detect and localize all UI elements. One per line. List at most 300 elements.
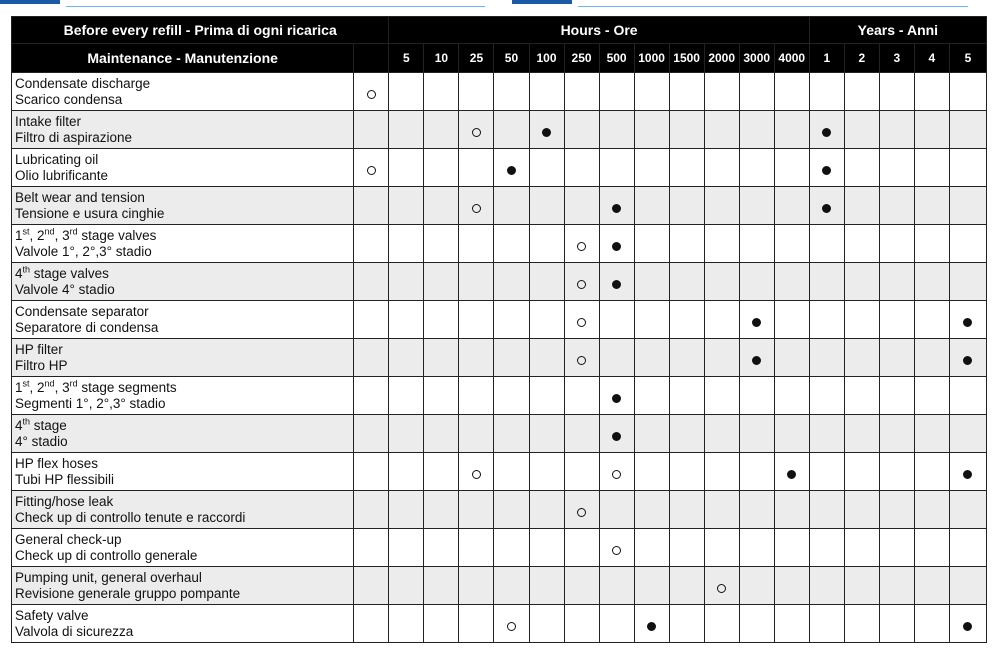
cell-y3 (879, 263, 914, 301)
cell-100 (529, 605, 564, 643)
cell-250 (564, 377, 599, 415)
cell-100 (529, 301, 564, 339)
cell-250 (564, 491, 599, 529)
cell-2000 (704, 491, 739, 529)
cell-y5 (949, 111, 986, 149)
row-label (12, 567, 354, 605)
cell-4000 (774, 225, 809, 263)
cell-50 (494, 605, 529, 643)
open-circle-icon (507, 622, 516, 631)
cell-y2 (844, 187, 879, 225)
table-row (12, 187, 987, 225)
cell-4000 (774, 263, 809, 301)
cell-y4 (914, 567, 949, 605)
cell-y2 (844, 149, 879, 187)
cell-y5 (949, 491, 986, 529)
interval-header-h500: 500 (599, 44, 634, 73)
label-text: stage valves (30, 265, 109, 281)
cell-refill (354, 301, 389, 339)
cell-1000 (634, 149, 669, 187)
cell-50 (494, 263, 529, 301)
cell-1500 (669, 567, 704, 605)
cell-50 (494, 111, 529, 149)
open-circle-icon (577, 356, 586, 365)
cell-100 (529, 187, 564, 225)
cell-3000 (739, 149, 774, 187)
cell-100 (529, 225, 564, 263)
cell-y4 (914, 225, 949, 263)
cell-y3 (879, 225, 914, 263)
cell-1500 (669, 149, 704, 187)
cell-250 (564, 263, 599, 301)
cell-3000 (739, 263, 774, 301)
cell-2000 (704, 339, 739, 377)
cell-y5 (949, 225, 986, 263)
cell-1500 (669, 605, 704, 643)
cell-10 (424, 567, 459, 605)
cell-y5 (949, 263, 986, 301)
row-label (12, 225, 354, 263)
cell-500 (599, 453, 634, 491)
cell-5 (389, 111, 424, 149)
cell-1500 (669, 301, 704, 339)
cell-2000 (704, 415, 739, 453)
cell-25 (459, 377, 494, 415)
cell-2000 (704, 149, 739, 187)
row-label (12, 529, 354, 567)
row-label-en (15, 380, 353, 396)
cell-5 (389, 301, 424, 339)
cell-y1 (809, 339, 844, 377)
label-text: , 3 (54, 227, 70, 243)
cell-2000 (704, 529, 739, 567)
cell-10 (424, 73, 459, 111)
row-label-en (15, 266, 353, 282)
row-label (12, 415, 354, 453)
open-circle-icon (472, 128, 481, 137)
cell-y5 (949, 339, 986, 377)
open-circle-icon (472, 204, 481, 213)
cell-100 (529, 491, 564, 529)
filled-circle-icon (612, 432, 621, 441)
open-circle-icon (367, 166, 376, 175)
interval-header-h2000: 2000 (704, 44, 739, 73)
cell-y4 (914, 149, 949, 187)
interval-header-h3000: 3000 (739, 44, 774, 73)
filled-circle-icon (822, 204, 831, 213)
cell-y1 (809, 225, 844, 263)
row-label (12, 187, 354, 225)
cell-y4 (914, 415, 949, 453)
cell-y5 (949, 301, 986, 339)
ordinal-suffix: nd (44, 378, 55, 388)
cell-y2 (844, 73, 879, 111)
table-row (12, 263, 987, 301)
cell-10 (424, 187, 459, 225)
open-circle-icon (367, 90, 376, 99)
cell-1000 (634, 415, 669, 453)
filled-circle-icon (612, 394, 621, 403)
cell-y3 (879, 339, 914, 377)
row-label-it: Valvola di sicurezza (15, 623, 134, 639)
interval-header-h250: 250 (564, 44, 599, 73)
cell-y1 (809, 187, 844, 225)
label-text: stage (30, 417, 67, 433)
row-label-it: Check up di controllo tenute e raccordi (15, 509, 246, 525)
cell-10 (424, 149, 459, 187)
cell-y5 (949, 377, 986, 415)
cell-250 (564, 567, 599, 605)
cell-5 (389, 491, 424, 529)
row-label-en: Condensate discharge (15, 75, 151, 91)
cell-100 (529, 529, 564, 567)
cell-5 (389, 263, 424, 301)
cell-3000 (739, 605, 774, 643)
cell-50 (494, 149, 529, 187)
cell-100 (529, 339, 564, 377)
cell-y1 (809, 567, 844, 605)
cell-5 (389, 339, 424, 377)
row-label-it: Filtro di aspirazione (15, 129, 133, 145)
cell-refill (354, 415, 389, 453)
cell-y1 (809, 453, 844, 491)
cell-25 (459, 73, 494, 111)
cell-1000 (634, 605, 669, 643)
before-refill-header: Before every refill - Prima di ogni ricarica (12, 17, 389, 44)
label-text: 1 (15, 227, 23, 243)
interval-header-h50: 50 (494, 44, 529, 73)
maintenance-rows (12, 73, 987, 643)
cell-25 (459, 187, 494, 225)
cell-3000 (739, 187, 774, 225)
cell-y1 (809, 377, 844, 415)
cell-100 (529, 111, 564, 149)
row-label-en: Intake filter (15, 113, 82, 129)
filled-circle-icon (822, 128, 831, 137)
interval-header-h4000: 4000 (774, 44, 809, 73)
row-label-it: Olio lubrificante (15, 167, 109, 183)
interval-header-y1: 1 (809, 44, 844, 73)
cell-refill (354, 605, 389, 643)
cell-3000 (739, 339, 774, 377)
cell-1500 (669, 491, 704, 529)
cell-250 (564, 529, 599, 567)
filled-circle-icon (963, 356, 972, 365)
cell-5 (389, 187, 424, 225)
row-label-it: Separatore di condensa (15, 319, 159, 335)
label-text: 4 (15, 417, 23, 433)
cell-y3 (879, 187, 914, 225)
cell-4000 (774, 491, 809, 529)
cell-y5 (949, 149, 986, 187)
row-label-en: Pumping unit, general overhaul (15, 569, 202, 585)
cell-4000 (774, 301, 809, 339)
table-row (12, 301, 987, 339)
cell-2000 (704, 377, 739, 415)
cell-y5 (949, 529, 986, 567)
cell-50 (494, 301, 529, 339)
cell-10 (424, 301, 459, 339)
ordinal-suffix: rd (69, 226, 78, 236)
cell-5 (389, 377, 424, 415)
cell-2000 (704, 567, 739, 605)
interval-header-h25: 25 (459, 44, 494, 73)
cell-y1 (809, 149, 844, 187)
cell-100 (529, 567, 564, 605)
cell-y3 (879, 491, 914, 529)
cell-100 (529, 149, 564, 187)
cell-3000 (739, 453, 774, 491)
table-row (12, 149, 987, 187)
cell-y4 (914, 339, 949, 377)
cell-y2 (844, 491, 879, 529)
cell-50 (494, 339, 529, 377)
cell-5 (389, 225, 424, 263)
cell-y1 (809, 529, 844, 567)
cell-y4 (914, 529, 949, 567)
open-circle-icon (577, 280, 586, 289)
row-label-it: Tubi HP flessibili (15, 471, 115, 487)
cell-500 (599, 111, 634, 149)
row-label-en: Condensate separator (15, 303, 149, 319)
cell-50 (494, 415, 529, 453)
row-label-it: 4° stadio (15, 433, 68, 449)
filled-circle-icon (752, 318, 761, 327)
cell-2000 (704, 263, 739, 301)
ordinal-suffix: st (22, 226, 30, 236)
filled-circle-icon (963, 470, 972, 479)
interval-header-y3: 3 (879, 44, 914, 73)
cell-y1 (809, 605, 844, 643)
cell-y2 (844, 301, 879, 339)
cell-4000 (774, 605, 809, 643)
cell-25 (459, 415, 494, 453)
section-underline-left (66, 6, 485, 7)
cell-3000 (739, 567, 774, 605)
cell-1500 (669, 225, 704, 263)
cell-25 (459, 453, 494, 491)
cell-1000 (634, 187, 669, 225)
filled-circle-icon (647, 622, 656, 631)
cell-y1 (809, 301, 844, 339)
cell-10 (424, 605, 459, 643)
section-underline-right (578, 6, 968, 7)
cell-y4 (914, 453, 949, 491)
cell-4000 (774, 529, 809, 567)
cell-500 (599, 567, 634, 605)
row-label-it: Valvole 1°, 2°,3° stadio (15, 243, 152, 259)
table-row (12, 453, 987, 491)
cell-5 (389, 529, 424, 567)
cell-100 (529, 415, 564, 453)
table-row (12, 73, 987, 111)
cell-25 (459, 491, 494, 529)
cell-3000 (739, 491, 774, 529)
cell-50 (494, 491, 529, 529)
cell-500 (599, 263, 634, 301)
maintenance-header: Maintenance - Manutenzione (12, 44, 354, 73)
cell-3000 (739, 111, 774, 149)
cell-y4 (914, 491, 949, 529)
cell-2000 (704, 301, 739, 339)
cell-250 (564, 149, 599, 187)
cell-y3 (879, 377, 914, 415)
row-label (12, 263, 354, 301)
cell-1500 (669, 73, 704, 111)
top-section-bar (0, 0, 1005, 10)
table-row (12, 111, 987, 149)
row-label-it: Tensione e usura cinghie (15, 205, 165, 221)
table-row (12, 339, 987, 377)
cell-500 (599, 149, 634, 187)
cell-500 (599, 73, 634, 111)
cell-1000 (634, 263, 669, 301)
open-circle-icon (577, 318, 586, 327)
filled-circle-icon (963, 622, 972, 631)
cell-4000 (774, 415, 809, 453)
filled-circle-icon (822, 166, 831, 175)
header-row-intervals (12, 44, 987, 73)
cell-500 (599, 491, 634, 529)
row-label-en: General check-up (15, 531, 122, 547)
filled-circle-icon (612, 242, 621, 251)
row-label-en: Fitting/hose leak (15, 493, 114, 509)
ordinal-suffix: nd (44, 226, 55, 236)
cell-4000 (774, 567, 809, 605)
cell-25 (459, 111, 494, 149)
row-label (12, 453, 354, 491)
cell-y5 (949, 415, 986, 453)
cell-y1 (809, 73, 844, 111)
cell-1000 (634, 301, 669, 339)
cell-refill (354, 187, 389, 225)
row-label-en (15, 418, 353, 434)
cell-y2 (844, 567, 879, 605)
cell-refill (354, 491, 389, 529)
cell-10 (424, 225, 459, 263)
cell-refill (354, 263, 389, 301)
open-circle-icon (612, 470, 621, 479)
cell-50 (494, 377, 529, 415)
cell-2000 (704, 605, 739, 643)
label-text: , 2 (29, 227, 45, 243)
refill-column-header (354, 44, 389, 73)
cell-y3 (879, 415, 914, 453)
filled-circle-icon (542, 128, 551, 137)
cell-25 (459, 567, 494, 605)
cell-50 (494, 567, 529, 605)
cell-5 (389, 605, 424, 643)
cell-1500 (669, 453, 704, 491)
cell-y2 (844, 339, 879, 377)
cell-500 (599, 339, 634, 377)
interval-header-y2: 2 (844, 44, 879, 73)
cell-3000 (739, 415, 774, 453)
open-circle-icon (472, 470, 481, 479)
cell-5 (389, 453, 424, 491)
maintenance-table (11, 16, 987, 643)
cell-10 (424, 529, 459, 567)
open-circle-icon (577, 508, 586, 517)
ordinal-suffix: rd (69, 378, 78, 388)
cell-10 (424, 263, 459, 301)
cell-25 (459, 605, 494, 643)
cell-5 (389, 73, 424, 111)
cell-250 (564, 111, 599, 149)
cell-250 (564, 605, 599, 643)
cell-10 (424, 491, 459, 529)
row-label-it: Scarico condensa (15, 91, 123, 107)
cell-y3 (879, 149, 914, 187)
section-accent-right (512, 0, 572, 4)
cell-y3 (879, 567, 914, 605)
cell-1500 (669, 377, 704, 415)
cell-y3 (879, 529, 914, 567)
cell-1500 (669, 187, 704, 225)
row-label-it: Filtro HP (15, 357, 68, 373)
cell-3000 (739, 225, 774, 263)
row-label-it: Check up di controllo generale (15, 547, 198, 563)
section-accent-left (0, 0, 60, 4)
cell-y2 (844, 111, 879, 149)
ordinal-suffix: st (22, 378, 30, 388)
interval-header-h10: 10 (424, 44, 459, 73)
cell-10 (424, 339, 459, 377)
cell-1500 (669, 111, 704, 149)
cell-refill (354, 529, 389, 567)
row-label-it: Revisione generale gruppo pompante (15, 585, 241, 601)
cell-y1 (809, 491, 844, 529)
open-circle-icon (717, 584, 726, 593)
cell-y2 (844, 377, 879, 415)
cell-25 (459, 149, 494, 187)
cell-50 (494, 73, 529, 111)
table-row (12, 225, 987, 263)
ordinal-suffix: th (22, 264, 31, 274)
cell-1500 (669, 339, 704, 377)
cell-refill (354, 567, 389, 605)
cell-y4 (914, 187, 949, 225)
label-text: stage segments (77, 379, 177, 395)
cell-100 (529, 377, 564, 415)
cell-5 (389, 149, 424, 187)
cell-y3 (879, 73, 914, 111)
cell-250 (564, 339, 599, 377)
open-circle-icon (577, 242, 586, 251)
cell-y5 (949, 187, 986, 225)
cell-500 (599, 187, 634, 225)
interval-header-h1000: 1000 (634, 44, 669, 73)
cell-y3 (879, 301, 914, 339)
row-label (12, 377, 354, 415)
cell-refill (354, 377, 389, 415)
table-row (12, 491, 987, 529)
cell-100 (529, 263, 564, 301)
row-label (12, 339, 354, 377)
cell-100 (529, 453, 564, 491)
cell-10 (424, 453, 459, 491)
filled-circle-icon (963, 318, 972, 327)
interval-header-y5: 5 (949, 44, 986, 73)
table-row (12, 529, 987, 567)
cell-y5 (949, 567, 986, 605)
interval-header-h100: 100 (529, 44, 564, 73)
cell-y2 (844, 605, 879, 643)
cell-2000 (704, 73, 739, 111)
cell-50 (494, 529, 529, 567)
hours-header: Hours - Ore (389, 17, 809, 44)
cell-1000 (634, 529, 669, 567)
